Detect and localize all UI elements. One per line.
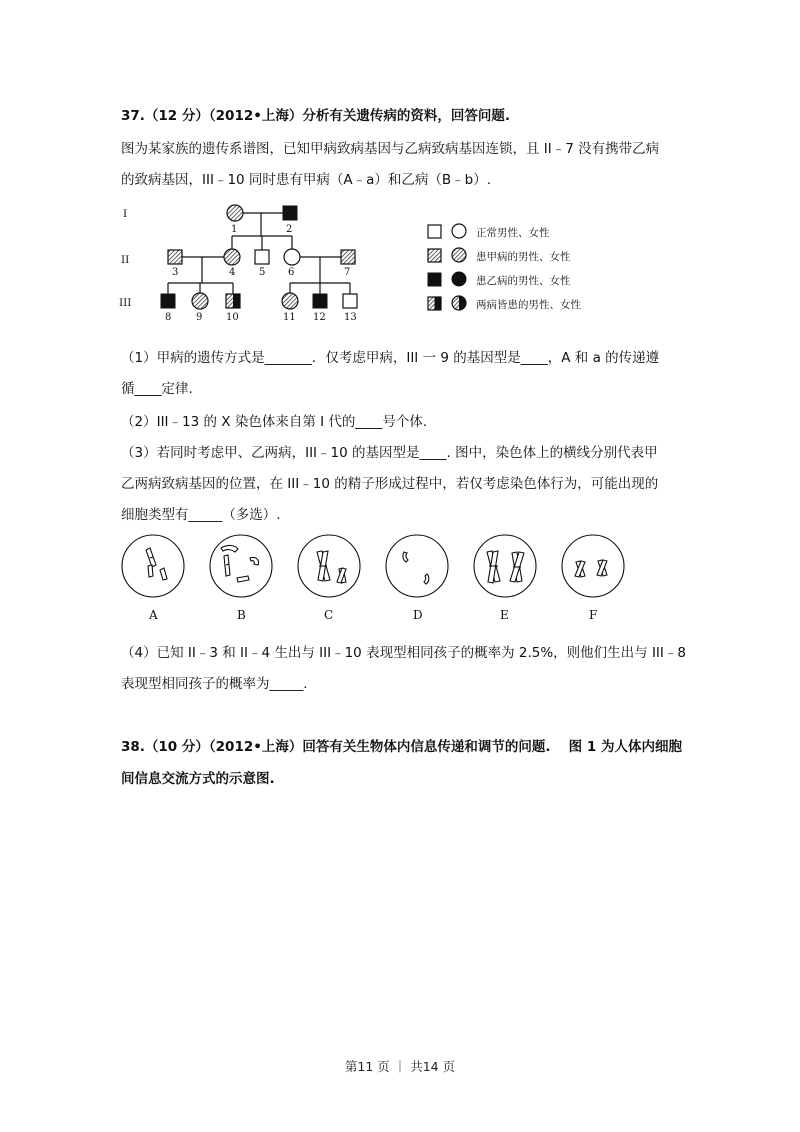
legend-normal-label: 正常男性、女性: [476, 227, 550, 239]
generation-label-I: I: [123, 208, 128, 220]
q37-part1-line1: （1）甲病的遗传方式是_______．仅考虑甲病，III 一 9 的基因型是____，A 和 a 的传递遵: [121, 350, 660, 366]
legend-a-label: 患甲病的男性、女性: [476, 251, 571, 263]
cell-F: [562, 535, 624, 597]
legend-b-label: 患乙病的男性、女性: [476, 275, 571, 287]
label-11: 11: [283, 312, 296, 323]
q37-part4-line2: 表现型相同孩子的概率为_____.: [121, 676, 308, 692]
cell-label-F: F: [589, 608, 598, 622]
label-7: 7: [344, 267, 351, 278]
generation-label-III: III: [119, 297, 132, 309]
label-1: 1: [231, 224, 238, 235]
label-12: 12: [313, 312, 326, 323]
q37-title: 37.（12 分）（2012•上海）分析有关遗传病的资料，回答问题.: [121, 108, 510, 124]
cell-C: [298, 535, 360, 597]
cell-label-D: D: [413, 608, 423, 622]
cell-label-B: B: [237, 608, 246, 622]
label-4: 4: [229, 267, 236, 278]
label-9: 9: [196, 312, 203, 323]
q37-part2: （2）III﹣13 的 X 染色体来自第 I 代的____号个体.: [121, 414, 428, 430]
label-3: 3: [172, 267, 179, 278]
label-6: 6: [288, 267, 295, 278]
q37-part3-line1: （3）若同时考虑甲、乙两病，III﹣10 的基因型是____. 图中，染色体上的横线分别代表甲: [121, 445, 658, 461]
q38-line1: 38.（10 分）（2012•上海）回答有关生物体内信息传递和调节的问题. 图 1 为人体内细胞: [121, 739, 682, 755]
q37-part4-line1: （4）已知 II﹣3 和 II﹣4 生出与 III﹣10 表现型相同孩子的概率为 2.5%，则他们生出与 III﹣8: [121, 645, 686, 661]
label-2: 2: [286, 224, 293, 235]
legend-both-label: 两病皆患的男性、女性: [476, 299, 581, 311]
cell-label-A: A: [149, 608, 158, 622]
cell-label-E: E: [500, 608, 509, 622]
label-8: 8: [165, 312, 172, 323]
q38-line2: 间信息交流方式的示意图.: [121, 771, 275, 787]
cell-label-C: C: [324, 608, 334, 622]
q37-intro-line2: 的致病基因，III﹣10 同时患有甲病（A﹣a）和乙病（B﹣b）.: [121, 172, 492, 188]
cell-E: [474, 535, 536, 597]
label-13: 13: [344, 312, 357, 323]
q37-part3-line3: 细胞类型有_____（多选）.: [121, 507, 281, 523]
label-10: 10: [226, 312, 239, 323]
label-5: 5: [259, 267, 266, 278]
q37-part1-line2: 循____定律.: [121, 381, 193, 397]
q37-part3-line2: 乙两病致病基因的位置，在 III﹣10 的精子形成过程中，若仅考虑染色体行为，可能出现的: [121, 476, 659, 492]
generation-label-II: II: [121, 254, 130, 266]
q37-intro-line1: 图为某家族的遗传系谱图，已知甲病致病基因与乙病致病基因连锁，且 II﹣7 没有携带乙病: [121, 141, 660, 157]
cell-D: [386, 535, 448, 597]
cell-B: [210, 535, 272, 597]
page-footer: 第11 页 ｜ 共14 页: [344, 1059, 456, 1074]
